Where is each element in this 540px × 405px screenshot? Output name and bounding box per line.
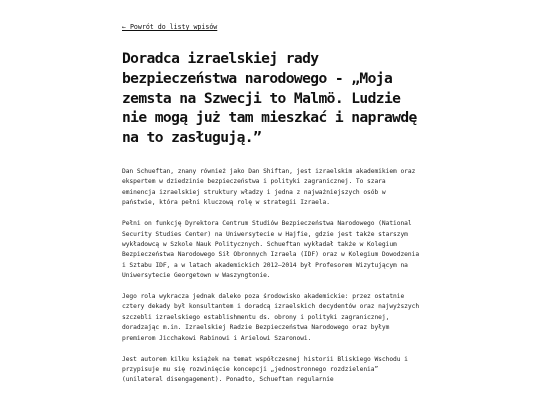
article-paragraph: Dan Schueftan, znany również jako Dan Shiftan, jest izraelskim akademikiem oraz ekspertem w dziedzinie bezpieczeństwa i polityki zagranicznej. To szara eminencja izraelskiej struktury władzy i jedna z najważniejszych osób w państwie, która pełni kluczową rolę w strategii Izraela. (122, 167, 416, 207)
article-body (122, 167, 422, 386)
article-paragraph: Pełni on funkcję Dyrektora Centrum Studiów Bezpieczeństwa Narodowego (National Security Studies Center) na Uniwersytecie w Hajfie, gdzie jest także starszym wykładowcą w Szkole Nauk Politycznych. Schueftan wykładał także w Kolegium Bezpieczeństwa Narodowego Sił Obronnych Izraela (IDF) oraz w Kolegium Dowodzenia i Sztabu IDF, a w latach akademickich 2012–2014 był Profesorem Wizytującym na Uniwersytecie Georgetown w Waszyngtonie. (122, 220, 420, 280)
article-paragraph: Jego rola wykracza jednak daleko poza środowisko akademickie: przez ostatnie cztery dekady był konsultantem i doradcą izraelskich decydentów oraz najwyższych szczebli izraelskiego establishmentu ds. obrony i polityki zagranicznej, doradzając m.in. Izraelskiej Radzie Bezpieczeństwa Narodowego oraz byłym premierom Jicchakowi Rabinowi i Arielowi Szaronowi. (122, 293, 420, 342)
article-paragraph: Jest autorem kilku książek na temat współczesnej historii Bliskiego Wschodu i przypisuje mu się rozwinięcie koncepcji „jednostronnego rozdzielenia” (unilateral disengagement). Ponadto, Schueftan regularnie (122, 355, 408, 384)
back-to-list-link[interactable]: ← Powrót do listy wpisów (122, 23, 218, 31)
article-container (122, 14, 422, 396)
article-title: Doradca izraelskiej rady bezpieczeństwa narodowego - „Moja zemsta na Szwecji to Malmö. Ludzie nie mogą już tam mieszkać i naprawdę na to zasługują.” (122, 50, 417, 147)
